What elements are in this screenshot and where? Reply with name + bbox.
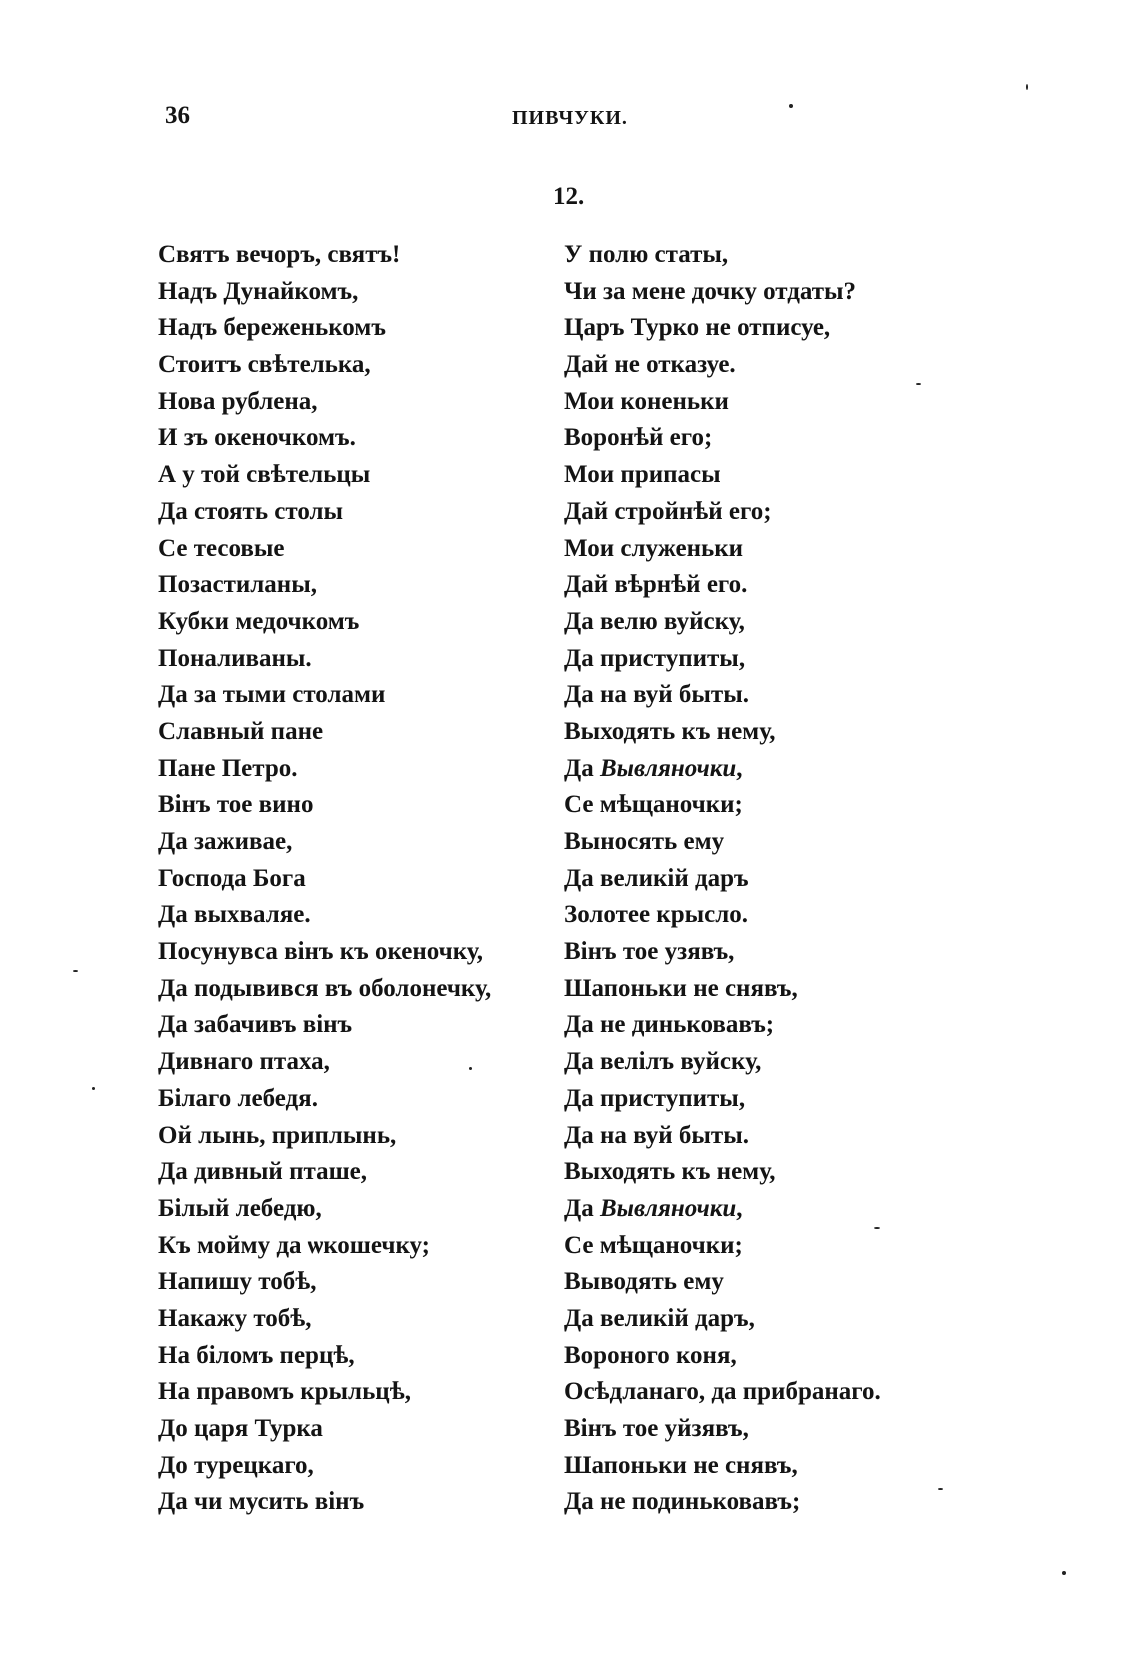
scan-speck [73, 970, 78, 972]
verse-line: До турецкаго, [158, 1451, 314, 1479]
verse-line: Славный пане [158, 717, 324, 745]
verse-line: Да забачивъ вінъ [158, 1011, 353, 1039]
verse-line: Шапоньки не снявъ, [564, 974, 798, 1002]
verse-line: Царъ Турко не отписуе, [564, 314, 831, 342]
verse-line: Се мѣщаночки; [564, 1231, 743, 1259]
verse-line: Да не подиньковавъ; [564, 1488, 801, 1516]
scan-speck [1026, 84, 1028, 90]
verse-line: Да на вуй быты. [564, 1121, 749, 1149]
verse-line: Стоитъ свѣтелька, [158, 351, 371, 379]
scan-speck [874, 1227, 880, 1229]
scan-speck [916, 383, 921, 385]
verse-line: Вінъ тое узявъ, [564, 938, 735, 966]
verse-line: Білый лебедю, [158, 1194, 322, 1222]
verse-line [564, 751, 881, 788]
verse-line: Се тесовые [158, 534, 285, 562]
verse-line-part: , [736, 754, 743, 782]
verse-line: Да дивный пташе, [158, 1158, 368, 1186]
verse-line [564, 1191, 881, 1228]
verse-line: И зъ океночкомъ. [158, 424, 356, 452]
page-number: 36 [165, 102, 190, 129]
scan-speck [938, 1488, 943, 1490]
verse-line: Посунувса вінъ къ океночку, [158, 938, 484, 966]
verse-line: Накажу тобѣ, [158, 1304, 312, 1332]
verse-line: Да заживае, [158, 828, 293, 855]
verse-line-part: Да [564, 1194, 600, 1222]
verse-line: Дивнаго птаха, [158, 1048, 330, 1076]
verse-line: Да на вуй быты. [564, 681, 749, 709]
verse-line: Да за тыми столами [158, 681, 386, 709]
verse-line-italic: Вывляночки [599, 1194, 737, 1222]
verse-line: Напишу тобѣ, [158, 1268, 317, 1296]
verse-line: Нова рублена, [158, 387, 318, 415]
verse-line: А у той свѣтельцы [158, 461, 371, 489]
verse-line: Да подывився въ оболонечку, [158, 974, 492, 1002]
verse-line: Мои служеньки [564, 534, 744, 562]
verse-line: Дай вѣрнѣй его. [564, 571, 748, 599]
verse-line: Да не диньковавъ; [564, 1011, 775, 1039]
scan-speck [469, 1067, 472, 1070]
verse-line: Выводять ему [564, 1268, 724, 1296]
scan-speck [1062, 1571, 1066, 1575]
verse-line: Да велілъ вуйску, [564, 1048, 762, 1076]
verse-line: У полю статы, [564, 241, 729, 268]
verse-line: Вороного коня, [564, 1341, 737, 1369]
verse-line: Да великій даръ [564, 864, 749, 892]
verse-line: Воронѣй его; [564, 424, 713, 452]
verse-line: Дай не отказуе. [564, 351, 736, 379]
verse-line: Да великій даръ, [564, 1304, 755, 1332]
scan-speck [92, 1087, 95, 1090]
verse-line: Осѣдланаго, да прибранаго. [564, 1378, 881, 1406]
verse-line: Господа Бога [158, 864, 306, 892]
verse-line: Да выхваляе. [158, 901, 311, 929]
running-title: ПИВЧУКИ. [512, 107, 628, 129]
song-number: 12. [553, 183, 585, 210]
verse-line: Се мѣщаночки; [564, 791, 743, 819]
verse-line: Шапоньки не снявъ, [564, 1451, 798, 1479]
verse-line: Поналиваны. [158, 644, 312, 672]
verse-line: Чи за мене дочку отдаты? [564, 277, 856, 305]
verse-line: Выходять къ нему, [564, 717, 776, 745]
verse-line-part: Да [564, 754, 600, 782]
verse-line: На правомъ крыльцѣ, [158, 1378, 411, 1406]
verse-line: Да приступиты, [564, 1084, 746, 1112]
verse-column-left [158, 237, 491, 1521]
verse-line: Выносять ему [564, 828, 725, 855]
verse-line: Да приступиты, [564, 644, 746, 672]
verse-line-italic: Вывляночки [599, 754, 737, 782]
verse-line: Надъ береженькомъ [158, 314, 386, 342]
verse-line: До царя Турка [158, 1415, 323, 1442]
verse-line: Дай стройнѣй его; [564, 497, 772, 525]
verse-line: Надъ Дунайкомъ, [158, 277, 359, 305]
verse-line: Позастиланы, [158, 571, 317, 599]
verse-line-part: , [736, 1194, 743, 1222]
verse-line: Кубки медочкомъ [158, 607, 360, 635]
verse-line: Да чи мусить вінъ [158, 1488, 365, 1516]
verse-line: Мои припасы [564, 461, 721, 489]
verse-line: Выходять къ нему, [564, 1158, 776, 1186]
verse-line: Вінъ тое уйзявъ, [564, 1415, 749, 1442]
verse-line: Къ мойму да ѡкошечку; [158, 1231, 430, 1259]
verse-line: Святъ вечоръ, святъ! [158, 241, 401, 268]
verse-line: Да стоять столы [158, 497, 344, 525]
verse-line: Вінъ тое вино [158, 791, 314, 819]
verse-line: Да велю вуйску, [564, 607, 745, 635]
verse-line: Мои коненьки [564, 387, 729, 415]
verse-line: Золотее крысло. [564, 901, 748, 929]
verse-line: Білаго лебедя. [158, 1084, 318, 1112]
verse-line: Ой лынь, приплынь, [158, 1121, 397, 1149]
verse-column-right [564, 237, 881, 1521]
verse-line: На біломъ перцѣ, [158, 1341, 355, 1369]
verse-line: Пане Петро. [158, 754, 298, 782]
scan-speck [789, 104, 793, 108]
